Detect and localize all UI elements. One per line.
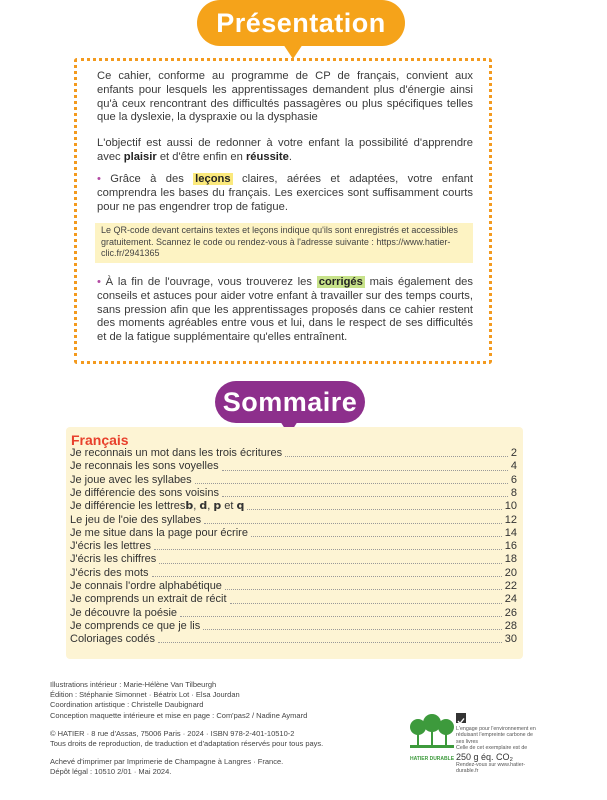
toc-page-number: 16 (504, 540, 517, 553)
toc-title: Je connais l'ordre alphabétique (70, 580, 222, 592)
toc-leader-dots (222, 495, 508, 497)
toc-title: Je reconnais les sons voyelles (70, 460, 219, 473)
toc-leader-dots (230, 602, 502, 604)
letter-glyph: p (213, 499, 222, 513)
toc-row (70, 540, 517, 553)
toc-leader-dots (159, 562, 501, 564)
eco-note: L'engage pour l'environnement en réduisant l'empreinte carbone de ses livres Celle de cet exemplaire est de 250 g éq. CO₂ Rendez-vous sur www.hatier-durable.fr (456, 726, 536, 775)
toc-leader-dots (222, 469, 508, 471)
toc-page-number: 28 (504, 619, 517, 632)
sommaire-section-title: Français (71, 432, 129, 448)
toc-title: J'écris les chiffres (70, 553, 157, 566)
toc-leader-dots (204, 522, 502, 524)
presentation-paragraph-1: Ce cahier, conforme au programme de CP de français, convient aux enfants pour lesquels les apprentissages demandent plus d'énergie ainsi qu'à ceux rencontrant des difficultés passagères ou plus spécifiques telles que la dyslexie, la dyspraxie ou la dysphasie (97, 70, 473, 124)
toc-title: Je découvre la poésie (70, 606, 178, 619)
toc-title: J'écris les lettres (70, 540, 151, 553)
toc-title: Je comprends ce que je lis (70, 619, 201, 632)
legal-deposit-line: Dépôt légal : 10510 2/01 · Mai 2024. (50, 767, 172, 777)
toc-page-number: 4 (510, 460, 517, 473)
sommaire-title: Sommaire (215, 381, 365, 423)
credit-edition: Édition : Stéphanie Simonnet · Béatrix Lot · Elsa Jourdan (50, 690, 240, 700)
credit-conception: Conception maquette intérieure et mise en page : Com'pas2 / Nadine Aymard (50, 710, 308, 720)
toc-letters: b, d, p et q (185, 499, 245, 513)
toc-title: Je différencie les lettres (70, 500, 186, 513)
highlight-lecons: leçons (195, 173, 231, 185)
toc-page-number: 18 (504, 553, 517, 566)
toc-page-number: 14 (504, 526, 517, 539)
toc-row (70, 474, 517, 487)
presentation-paragraph-3: • Grâce à des leçons claires, aérées et adaptées, votre enfant comprendra les bases du français. Les exercices sont suffisamment courts pour ne pas engendrer trop de fatigue. (97, 173, 473, 213)
toc-leader-dots (225, 588, 502, 590)
toc-leader-dots (195, 482, 508, 484)
toc-row (70, 553, 517, 566)
toc-row (70, 567, 517, 580)
toc-leader-dots (203, 628, 502, 630)
toc-row (70, 580, 517, 593)
presentation-paragraph-4: • À la fin de l'ouvrage, vous trouverez les corrigés mais également des conseils et astuces pour aider votre enfant à travailler sur des temps courts, sans pression afin que les apprentissages proposés dans ce cahier restent des moments agréables entre vous et lui, dans le respect de ses difficultés et de la fatigue supplémentaire qu'elles entraînent. (97, 276, 473, 344)
toc-leader-dots (285, 455, 508, 457)
toc-row (70, 447, 517, 460)
toc-page-number: 20 (504, 566, 517, 579)
letter-glyph: b (185, 499, 194, 513)
toc-row (70, 527, 517, 540)
toc-page-number: 6 (510, 473, 517, 486)
toc-page-number: 12 (504, 513, 517, 526)
toc-row (70, 620, 517, 633)
toc-title: Je différencie des sons voisins (70, 486, 219, 499)
toc-title: Je joue avec les syllabes (70, 473, 192, 486)
printer-line: Achevé d'imprimer par Imprimerie de Champagne à Langres · France. (50, 757, 284, 767)
presentation-title: Présentation (197, 0, 405, 46)
toc-title: Je reconnais un mot dans les trois écritures (70, 447, 283, 459)
toc-page-number: 8 (510, 486, 517, 499)
toc-leader-dots (158, 641, 502, 643)
credit-coordination: Coordination artistique : Christelle Daubignard (50, 700, 204, 710)
toc-leader-dots (251, 535, 502, 537)
toc-leader-dots (247, 508, 501, 510)
toc-page-number: 22 (504, 580, 517, 592)
highlight-corriges: corrigés (318, 276, 363, 288)
credit-illustrations: Illustrations intérieur : Marie-Hélène Van Tilbeurgh (50, 680, 217, 689)
hatier-durable-label: HATIER DURABLE (409, 756, 455, 762)
copyright-line: © HATIER · 8 rue d'Assas, 75006 Paris · 2024 · ISBN 978-2-401-10510-2 (50, 728, 295, 738)
toc-row (70, 607, 517, 620)
toc-row (70, 593, 517, 606)
eco-value: 250 g éq. CO₂ (456, 751, 514, 762)
toc-page-number: 30 (504, 633, 517, 646)
toc-page-number: 24 (504, 593, 517, 606)
letter-glyph: d (199, 499, 208, 513)
toc-page-number: 26 (504, 606, 517, 619)
toc-page-number: 10 (504, 500, 517, 513)
toc-row (70, 487, 517, 500)
toc-leader-dots (154, 548, 502, 550)
toc-row (70, 460, 517, 473)
toc-row (70, 633, 517, 646)
toc-title: J'écris des mots (70, 566, 149, 579)
toc-row (70, 514, 517, 527)
presentation-paragraph-2: L'objectif est aussi de redonner à votre enfant la possibilité d'apprendre avec plaisir et d'être enfin en réussite. (97, 137, 473, 163)
toc-row (70, 500, 517, 513)
toc-leader-dots (180, 615, 502, 617)
rights-line: Tous droits de reproduction, de traduction et d'adaptation réservés pour tous pays. (50, 739, 324, 749)
toc-leader-dots (152, 575, 502, 577)
credits-block (50, 680, 410, 778)
toc-title: Je me situe dans la page pour écrire (70, 526, 248, 539)
toc-title: Le jeu de l'oie des syllabes (70, 513, 202, 526)
checkmark-icon (456, 713, 466, 723)
toc-title: Coloriages codés (70, 633, 155, 646)
hatier-durable-logo (408, 713, 456, 762)
toc-title: Je comprends un extrait de récit (70, 593, 227, 606)
qr-code-note: Le QR-code devant certains textes et leçons indique qu'ils sont enregistrés et accessibles gratuitement. Scannez le code ou rendez-vous à l'adresse suivante : https://www.hatier-clic.fr/2941365 (95, 223, 473, 263)
toc-page-number: 2 (510, 447, 517, 459)
letter-glyph: q (236, 499, 245, 513)
